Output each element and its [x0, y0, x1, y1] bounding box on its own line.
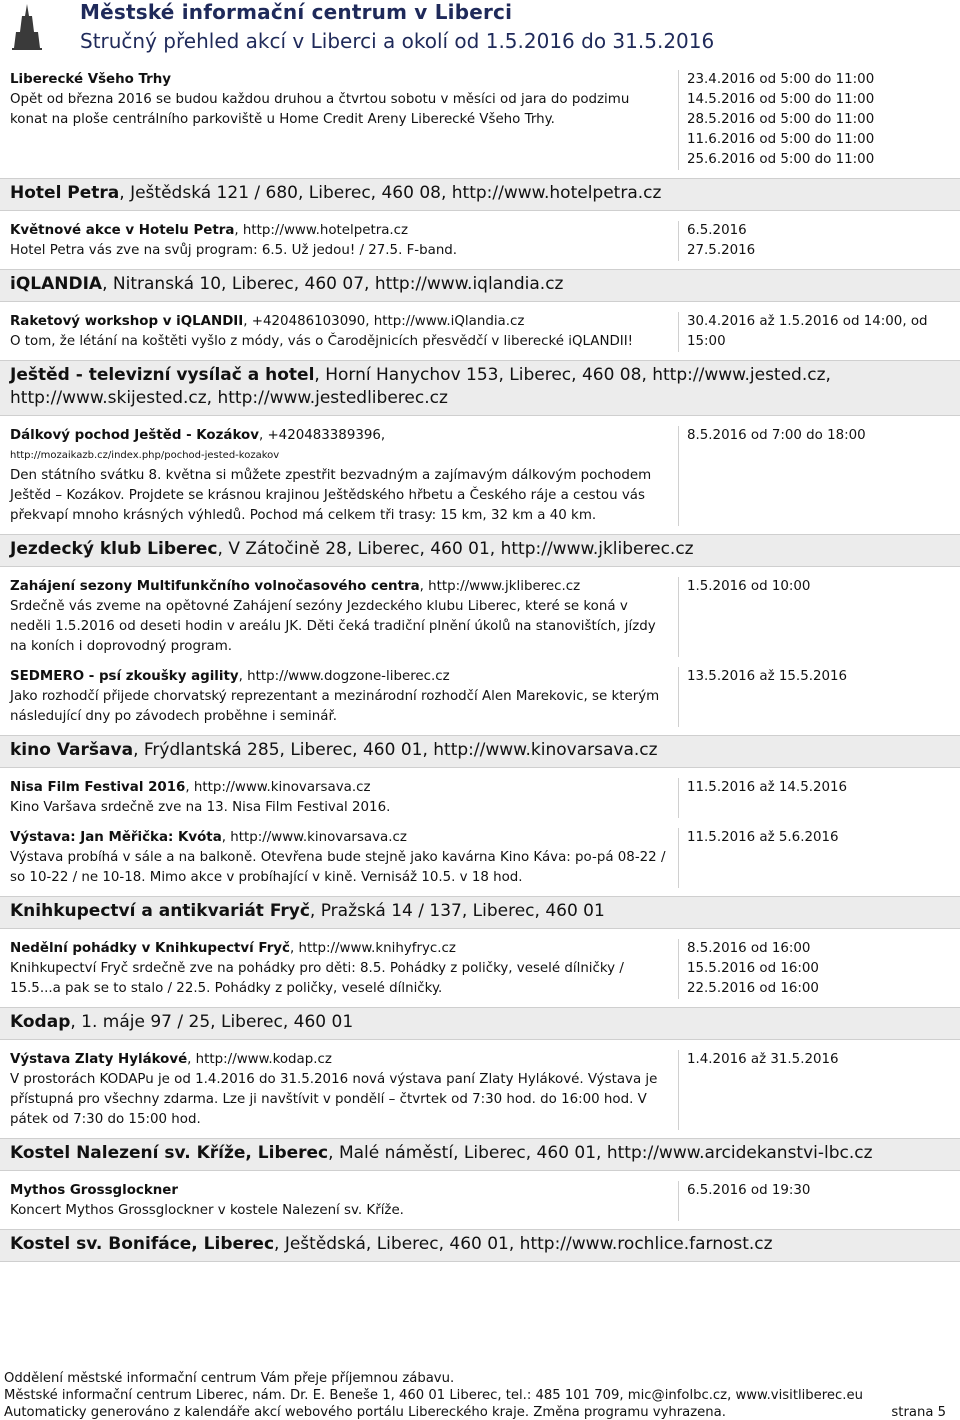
- venue-name: iQLANDIA: [10, 274, 103, 294]
- footer-contact: Městské informační centrum Liberec, nám. Dr. E. Beneše 1, 460 01 Liberec, tel.: 485 101 709, mic@infolbc.cz, www.visitliberec.eu: [4, 1388, 863, 1403]
- event-dates: [678, 939, 960, 999]
- event-title-line: [10, 577, 670, 597]
- page-title: Městské informační centrum v Liberci: [80, 0, 513, 24]
- event-body: [10, 778, 678, 818]
- event-body: [10, 577, 678, 657]
- event-body: [10, 426, 678, 526]
- event-description: Knihkupectví Fryč srdečně zve na pohádky pro děti: 8.5. Pohádky z poličky, veselé dílničky / 15.5...a pak se to stalo / 22.5. Pohádky z poličky, veselé dílničky.: [10, 961, 624, 996]
- event-item: [0, 571, 960, 661]
- event-date: 8.5.2016 od 16:00: [687, 941, 811, 956]
- event-date: 23.4.2016 od 5:00 do 11:00: [687, 72, 875, 87]
- event-date: 15.5.2016 od 16:00: [687, 961, 819, 976]
- event-description: Srdečně vás zveme na opětovné Zahájení sezóny Jezdeckého klubu Liberec, které se koná v neděli 1.5.2016 od deseti hodin v areálu JK. Děti čeká tradiční plnění úkolů na stanovištích, jízdy na koních i doprovodný program.: [10, 599, 656, 654]
- event-name: Mythos Grossglockner: [10, 1183, 178, 1198]
- event-item: [0, 306, 960, 356]
- venue-address: , 1. máje 97 / 25, Liberec, 460 01: [70, 1012, 354, 1032]
- event-contact[interactable]: , +420483389396,: [258, 428, 386, 443]
- event-description: Koncert Mythos Grossglockner v kostele Nalezení sv. Kříže.: [10, 1203, 404, 1218]
- event-item: [0, 420, 960, 530]
- event-description: Výstava probíhá v sále a na balkoně. Otevřena bude stejně jako kavárna Kino Káva: po-pá 08-22 / so 10-22 / ne 10-18. Mimo akce v probíhající v kině. Vernisáž 10.5. v 18 hod.: [10, 850, 666, 885]
- event-link[interactable]: http://mozaikazb.cz/index.php/pochod-jested-kozakov: [10, 450, 280, 461]
- event-title-line: [10, 70, 670, 90]
- event-date: 25.6.2016 od 5:00 do 11:00: [687, 152, 875, 167]
- venue-address: , Ještědská 121 / 680, Liberec, 460 08, http://www.hotelpetra.cz: [119, 183, 662, 203]
- event-title-line: [10, 667, 670, 687]
- event-name: Výstava: Jan Měřička: Kvóta: [10, 830, 222, 845]
- event-date: 11.5.2016 až 5.6.2016: [687, 830, 839, 845]
- venue-name: Jezdecký klub Liberec: [10, 539, 218, 559]
- event-contact[interactable]: , http://www.jkliberec.cz: [419, 579, 581, 594]
- event-date: 27.5.2016: [687, 243, 756, 258]
- venue-name: Kostel Nalezení sv. Kříže, Liberec: [10, 1143, 329, 1163]
- event-contact[interactable]: , http://www.kinovarsava.cz: [221, 830, 407, 845]
- event-description: Hotel Petra vás zve na svůj program: 6.5. Už jedou! / 27.5. F-band.: [10, 243, 458, 258]
- venue-name: kino Varšava: [10, 740, 134, 760]
- event-body: [10, 939, 678, 999]
- event-title-line: [10, 778, 670, 798]
- event-dates: [678, 312, 960, 352]
- event-description: Opět od března 2016 se budou každou druhou a čtvrtou sobotu v měsíci od jara do podzimu konat na ploše centrálního parkoviště u Home Credit Areny Liberecké Všeho Trhy.: [10, 92, 630, 127]
- event-item: [0, 933, 960, 1003]
- event-name: Nisa Film Festival 2016: [10, 780, 186, 795]
- event-body: [10, 1050, 678, 1130]
- event-body: [10, 221, 678, 261]
- venue-name: Hotel Petra: [10, 183, 120, 203]
- venue-heading: [0, 735, 960, 768]
- event-body: [10, 667, 678, 727]
- event-contact[interactable]: , http://www.kinovarsava.cz: [185, 780, 371, 795]
- event-date: 6.5.2016 od 19:30: [687, 1183, 811, 1198]
- event-body: [10, 1181, 678, 1221]
- event-name: Zahájení sezony Multifunkčního volnočasového centra: [10, 579, 420, 594]
- venue-heading: [0, 360, 960, 416]
- venue-address: , Ještědská, Liberec, 460 01, http://www.rochlice.farnost.cz: [274, 1234, 773, 1254]
- event-date: 22.5.2016 od 16:00: [687, 981, 819, 996]
- event-date: 1.4.2016 až 31.5.2016: [687, 1052, 839, 1067]
- event-title-line: [10, 426, 670, 446]
- event-dates: [678, 70, 960, 170]
- event-date: 6.5.2016: [687, 223, 747, 238]
- event-title-line: [10, 828, 670, 848]
- page-header: [0, 0, 960, 62]
- venue-address: , Pražská 14 / 137, Liberec, 460 01: [309, 901, 605, 921]
- event-dates: [678, 1181, 960, 1221]
- event-date: 28.5.2016 od 5:00 do 11:00: [687, 112, 875, 127]
- venue-name: Ještěd - televizní vysílač a hotel: [10, 365, 315, 385]
- event-description: Kino Varšava srdečně zve na 13. Nisa Film Festival 2016.: [10, 800, 391, 815]
- city-logo-icon: [8, 2, 46, 52]
- event-date: 13.5.2016 až 15.5.2016: [687, 669, 848, 684]
- venue-heading: [0, 1007, 960, 1040]
- venue-address: , Malé náměstí, Liberec, 460 01, http://www.arcidekanstvi-lbc.cz: [328, 1143, 873, 1163]
- venue-address: , Horní Hanychov 153, Liberec, 460 08, http://www.jested.cz, http://www.skijested.cz, http://www.jestedliberec.cz: [10, 365, 831, 408]
- event-title-line: [10, 312, 670, 332]
- event-name: Nedělní pohádky v Knihkupectví Fryč: [10, 941, 290, 956]
- event-description: Jako rozhodčí přijede chorvatský reprezentant a mezinárodní rozhodčí Alen Marekovic, se kterým následující dny po závodech proběhne i seminář.: [10, 689, 660, 724]
- event-name: Výstava Zlaty Hylákové: [10, 1052, 188, 1067]
- event-contact[interactable]: , http://www.knihyfryc.cz: [289, 941, 456, 956]
- event-body: [10, 312, 678, 352]
- event-item: [0, 772, 960, 822]
- event-date: 11.6.2016 od 5:00 do 11:00: [687, 132, 875, 147]
- event-item: [0, 1175, 960, 1225]
- event-contact[interactable]: , http://www.hotelpetra.cz: [234, 223, 409, 238]
- event-body: [10, 828, 678, 888]
- venue-address: , Nitranská 10, Liberec, 460 07, http://www.iqlandia.cz: [102, 274, 564, 294]
- event-title-line: [10, 221, 670, 241]
- venue-name: Kostel sv. Bonifáce, Liberec: [10, 1234, 275, 1254]
- page-footer: [4, 1370, 954, 1420]
- event-date: 8.5.2016 od 7:00 do 18:00: [687, 428, 866, 443]
- event-title-line: [10, 1181, 670, 1201]
- venue-address: , V Zátočině 28, Liberec, 460 01, http://www.jkliberec.cz: [217, 539, 694, 559]
- event-contact[interactable]: , +420486103090, http://www.iQlandia.cz: [243, 314, 525, 329]
- event-name: SEDMERO - psí zkoušky agility: [10, 669, 239, 684]
- event-title-line: [10, 939, 670, 959]
- event-dates: [678, 221, 960, 261]
- venue-address: , Frýdlantská 285, Liberec, 460 01, http://www.kinovarsava.cz: [133, 740, 658, 760]
- event-dates: [678, 1050, 960, 1130]
- venue-heading: [0, 178, 960, 211]
- event-dates: [678, 426, 960, 526]
- footer-disclaimer: Automaticky generováno z kalendáře akcí webového portálu Libereckého kraje. Změna programu vyhrazena.: [4, 1405, 726, 1420]
- event-description: V prostorách KODAPu je od 1.4.2016 do 31.5.2016 nová výstava paní Zlaty Hylákové. Výstava je přístupná pro všechny zdarma. Lze ji navštívit v pondělí – čtvrtek od 7:30 hod. do 16:00 hod. V pátek od 7:30 do 15:00 hod.: [10, 1072, 658, 1127]
- event-date: 14.5.2016 od 5:00 do 11:00: [687, 92, 875, 107]
- event-item: [0, 1044, 960, 1134]
- event-item: [0, 64, 960, 174]
- page-subtitle: Stručný přehled akcí v Liberci a okolí od 1.5.2016 do 31.5.2016: [80, 29, 715, 53]
- event-contact[interactable]: , http://www.kodap.cz: [187, 1052, 332, 1067]
- event-name: Liberecké Všeho Trhy: [10, 72, 172, 87]
- event-dates: [678, 577, 960, 657]
- event-dates: [678, 828, 960, 888]
- venue-name: Kodap: [10, 1012, 71, 1032]
- event-date: 1.5.2016 od 10:00: [687, 579, 811, 594]
- event-dates: [678, 778, 960, 818]
- venue-heading: [0, 269, 960, 302]
- footer-greeting: Oddělení městské informační centrum Vám přeje příjemnou zábavu.: [4, 1371, 455, 1386]
- venue-heading: [0, 1138, 960, 1171]
- event-name: Květnové akce v Hotelu Petra: [10, 223, 235, 238]
- event-item: [0, 822, 960, 892]
- venue-name: Knihkupectví a antikvariát Fryč: [10, 901, 310, 921]
- venue-heading: [0, 896, 960, 929]
- page-number: strana 5: [891, 1405, 946, 1420]
- event-title-line: [10, 1050, 670, 1070]
- venue-heading: [0, 534, 960, 567]
- event-name: Dálkový pochod Ještěd - Kozákov: [10, 428, 259, 443]
- event-description: O tom, že létání na koštěti vyšlo z módy, vás o Čarodějnicích přesvědčí v liberecké iQLANDII!: [10, 334, 634, 349]
- event-dates: [678, 667, 960, 727]
- event-date: 30.4.2016 až 1.5.2016 od 14:00, od 15:00: [687, 314, 928, 349]
- event-name: Raketový workshop v iQLANDII: [10, 314, 244, 329]
- event-body: [10, 70, 678, 170]
- event-item: [0, 661, 960, 731]
- event-description: Den státního svátku 8. května si můžete zpestřit bezvadným a zajímavým dálkovým pochodem Ještěd – Kozákov. Projdete se krásnou krajinou Ještědského hřbetu a Českého ráje a cestou vás překvapí mnoho krásných výhledů. Pochod má celkem tři trasy: 15 km, 32 km a 40 km.: [10, 468, 652, 523]
- events-list: [0, 64, 960, 1266]
- venue-heading: [0, 1229, 960, 1262]
- event-item: [0, 215, 960, 265]
- event-date: 11.5.2016 až 14.5.2016: [687, 780, 848, 795]
- event-contact[interactable]: , http://www.dogzone-liberec.cz: [238, 669, 450, 684]
